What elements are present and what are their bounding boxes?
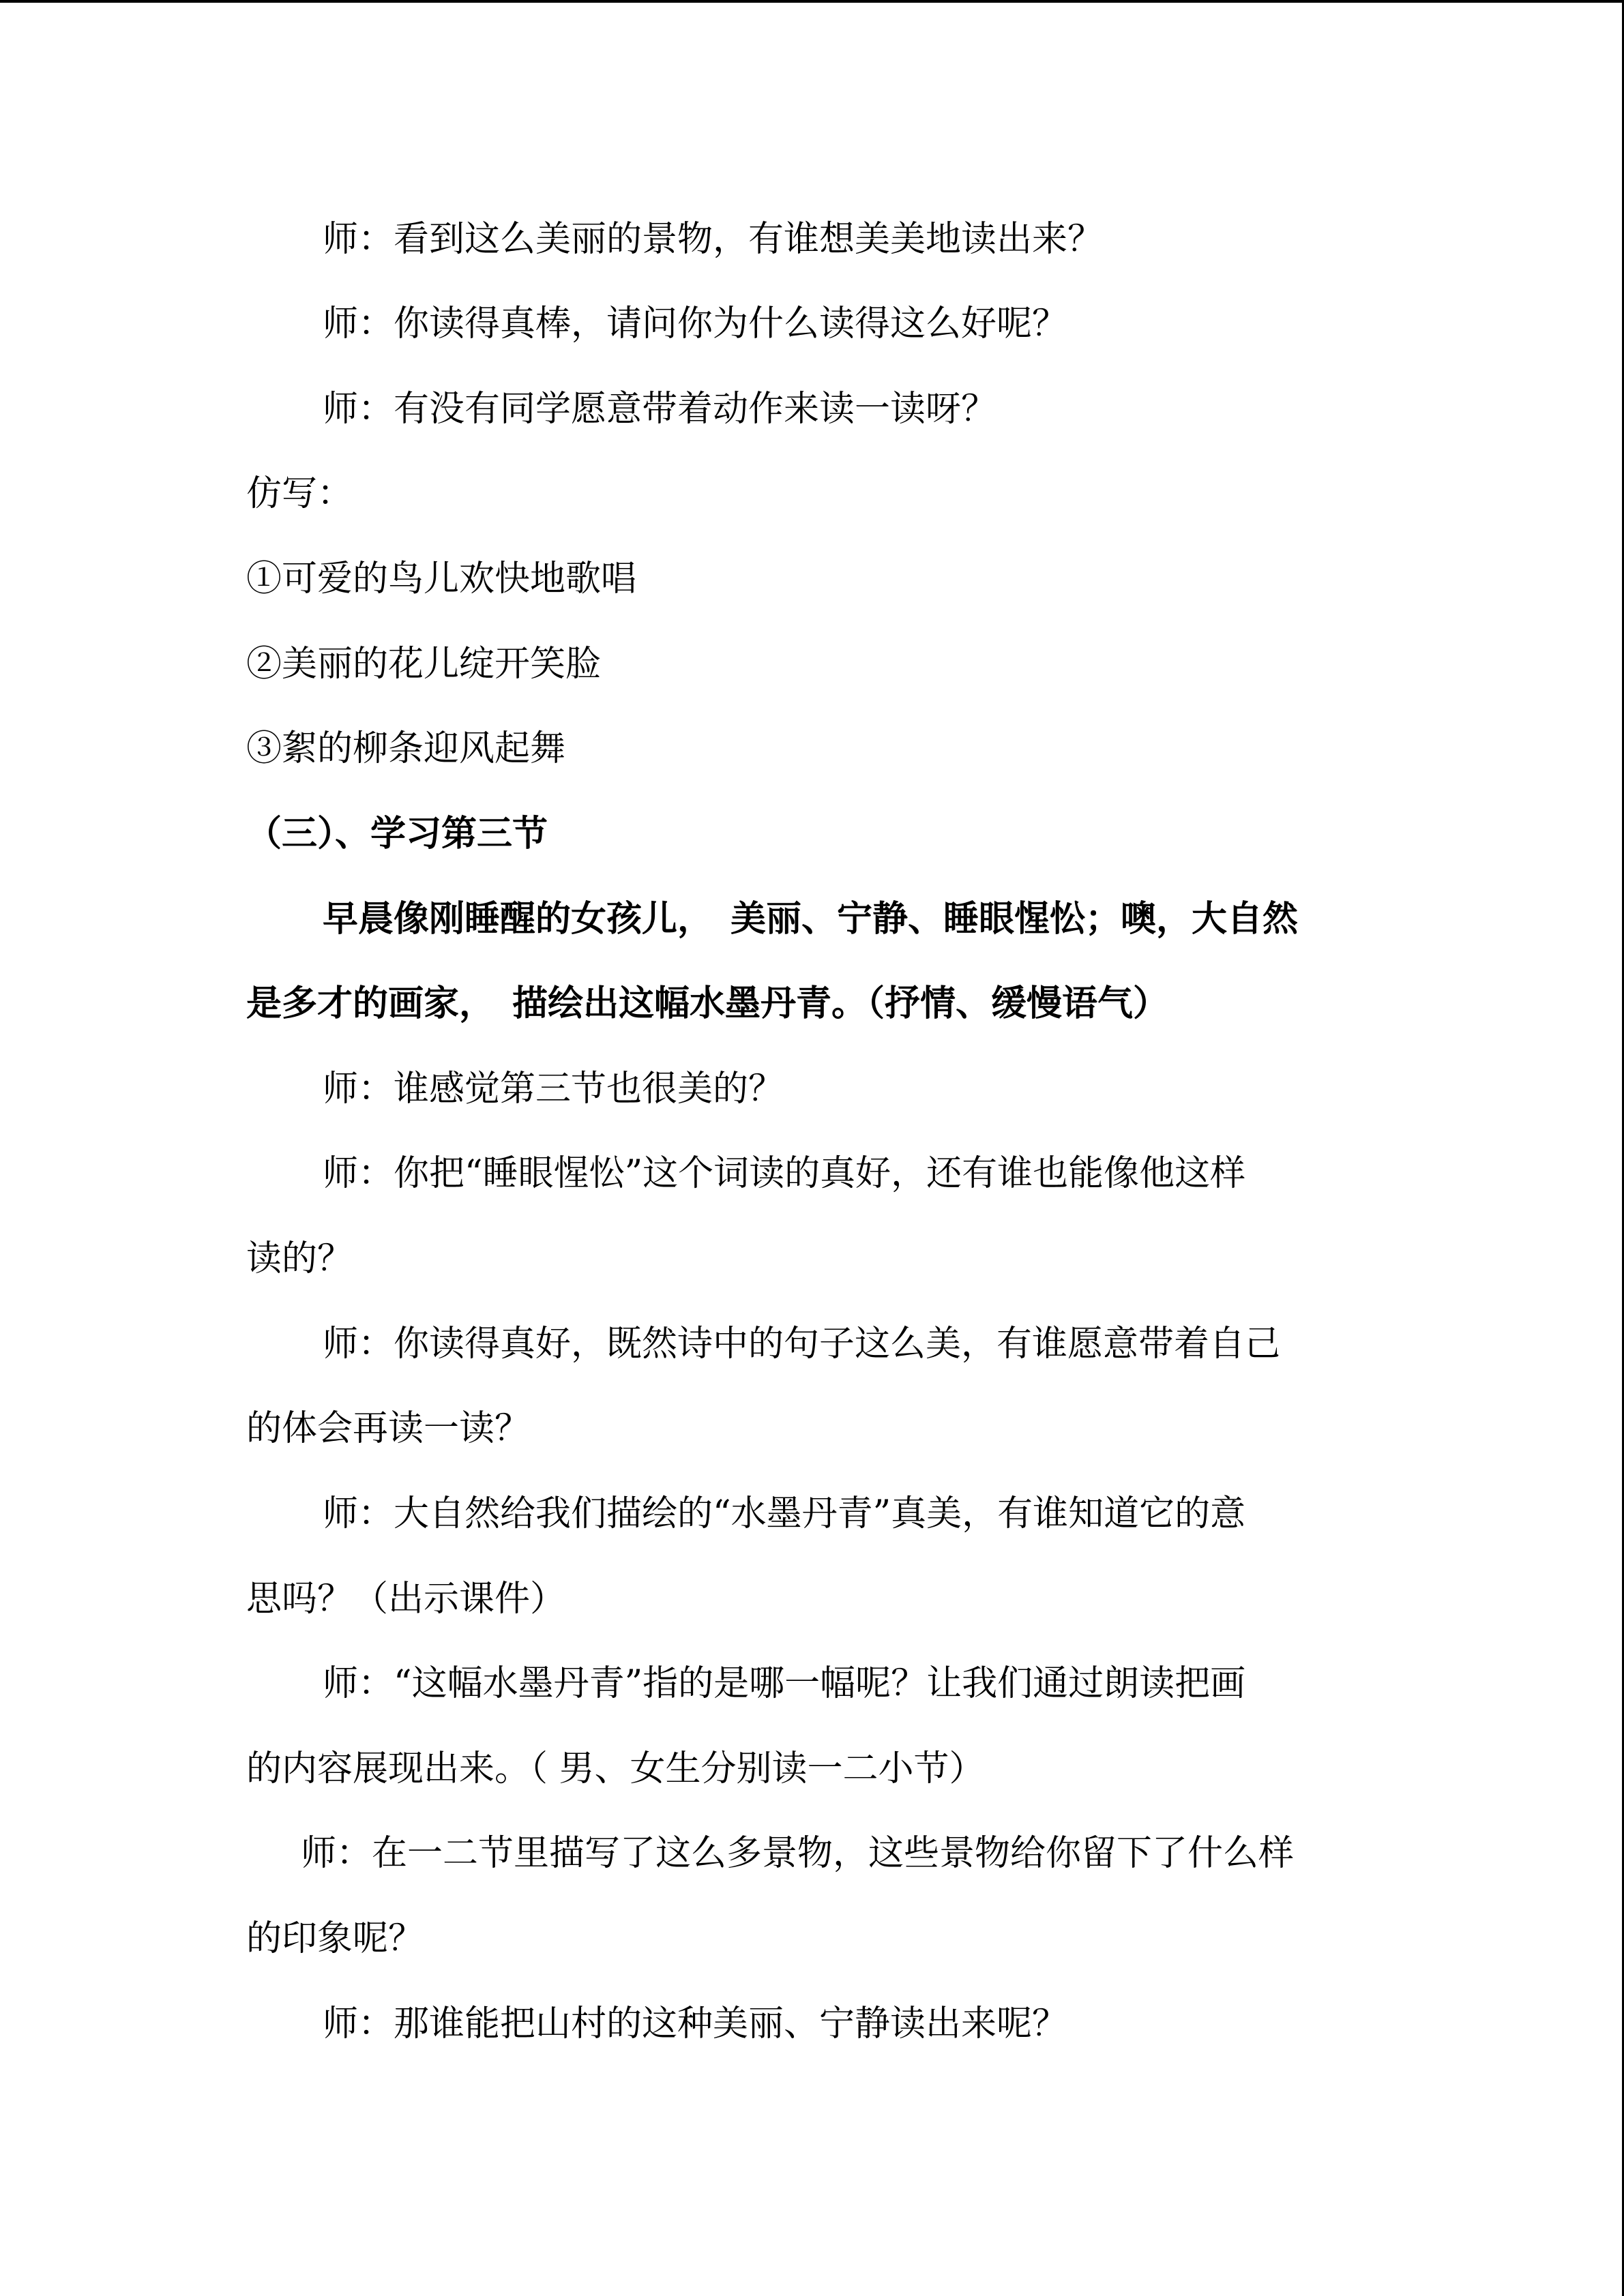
- list-item: ①可爱的鸟儿欢快地歌唱: [246, 558, 637, 599]
- paragraph-line: 的体会再读一读？: [246, 1408, 531, 1449]
- paragraph-line: 的印象呢？: [246, 1918, 424, 1959]
- section-label: 仿写：: [246, 473, 353, 514]
- paragraph-line: 师：大自然给我们描绘的“水墨丹青”真美，有谁知道它的意: [323, 1493, 1246, 1534]
- section-heading: （三）、学习第三节: [246, 813, 548, 854]
- paragraph-line: 师：你把“睡眼惺忪”这个词读的真好，还有谁也能像他这样: [323, 1153, 1246, 1194]
- poem-line: 是多才的画家， 描绘出这幅水墨丹青。（抒情、缓慢语气）: [246, 983, 1169, 1024]
- paragraph-line: 师：你读得真棒，请问你为什么读得这么好呢？: [323, 303, 1068, 344]
- paragraph-line: 师：看到这么美丽的景物，有谁想美美地读出来？: [323, 219, 1104, 260]
- paragraph-line: 师：你读得真好，既然诗中的句子这么美，有谁愿意带着自己: [323, 1324, 1281, 1365]
- paragraph-line: 师：在一二节里描写了这么多景物，这些景物给你留下了什么样: [301, 1833, 1295, 1874]
- paragraph-line: 师：谁感觉第三节也很美的？: [323, 1069, 784, 1109]
- list-item: ②美丽的花儿绽开笑脸: [246, 644, 602, 685]
- page-top-border: [0, 0, 1624, 3]
- poem-line: 早晨像刚睡醒的女孩儿， 美丽、宁静、睡眼惺忪；噢，大自然: [323, 898, 1299, 940]
- paragraph-line: 的内容展现出来。（ 男、女生分别读一二小节）: [246, 1748, 985, 1789]
- paragraph-line: 师：有没有同学愿意带着动作来读一读呀？: [323, 389, 997, 430]
- paragraph-line: 师：那谁能把山村的这种美丽、宁静读出来呢？: [323, 2003, 1068, 2044]
- paragraph-line: 思吗？（出示课件）: [246, 1579, 566, 1620]
- list-item: ③絮的柳条迎风起舞: [246, 728, 566, 769]
- paragraph-line: 师：“这幅水墨丹青”指的是哪一幅呢？让我们通过朗读把画: [323, 1663, 1246, 1704]
- paragraph-line: 读的？: [246, 1238, 353, 1279]
